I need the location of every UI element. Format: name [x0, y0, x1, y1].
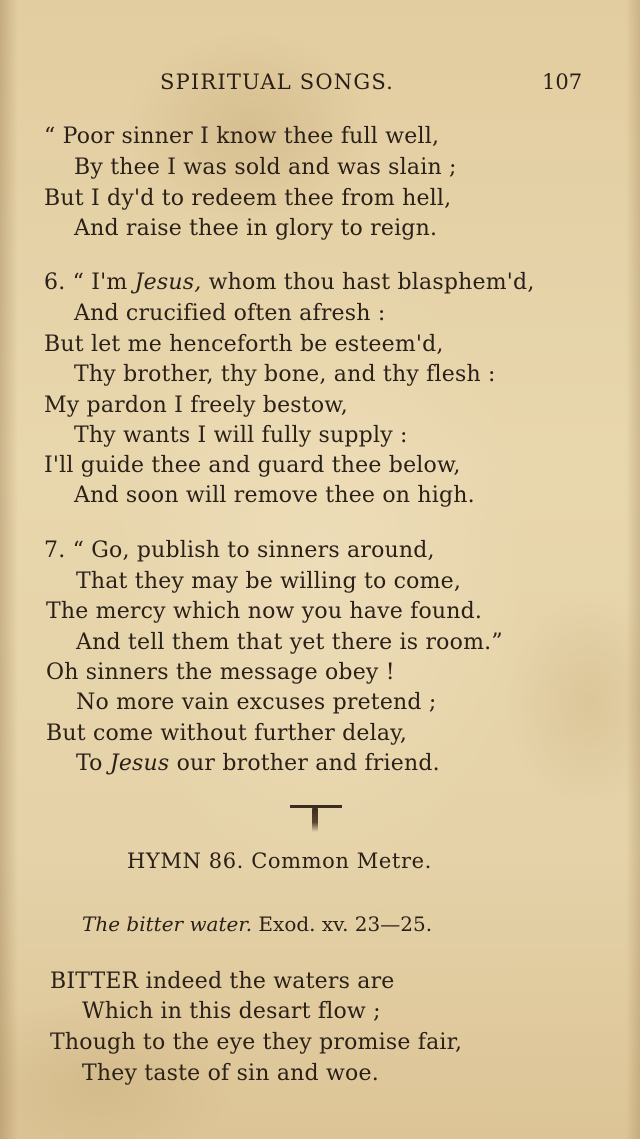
hymn-line-4: They taste of sin and woe.: [82, 1061, 379, 1086]
hymn-line-1: BITTER indeed the waters are: [50, 969, 395, 994]
stanza-6-line-3: But let me henceforth be esteem'd,: [44, 332, 444, 357]
stanza-a-line-1: “ Poor sinner I know thee full well,: [44, 124, 440, 149]
hymn-subtitle: [82, 912, 432, 936]
stanza-a-line-2: By thee I was sold and was slain ;: [74, 155, 457, 180]
jesus-italic: Jesus: [109, 751, 170, 776]
stanza-7-last-rest: our brother and friend.: [169, 751, 440, 776]
hymn-title: HYMN 86. Common Metre.: [127, 849, 432, 873]
stanza-6-line-5: My pardon I freely bestow,: [44, 393, 348, 418]
stanza-6-line-1-rest: whom thou hast blasphem'd,: [201, 270, 535, 295]
hymn-subtitle-italic: The bitter water.: [82, 912, 253, 936]
stanza-7-line-6: No more vain excuses pretend ;: [76, 690, 437, 715]
stanza-7-line-5: Oh sinners the message obey !: [46, 660, 395, 685]
page-number: 107: [542, 70, 583, 94]
stanza-6-number: 6. “ I'm: [44, 270, 135, 295]
stanza-7-line-7: But come without further delay,: [46, 721, 408, 746]
stanza-6-line-8: And soon will remove thee on high.: [74, 483, 475, 508]
jesus-italic: Jesus,: [134, 270, 202, 295]
stanza-7-line-3: The mercy which now you have found.: [46, 599, 483, 624]
hymn-scripture-ref: Exod. xv. 23—25.: [252, 912, 433, 936]
stanza-a-line-4: And raise thee in glory to reign.: [74, 216, 438, 241]
stanza-7-line-4: And tell them that yet there is room.”: [76, 630, 503, 655]
stanza-6-line-1: [44, 270, 535, 296]
hymn-line-3: Though to the eye they promise fair,: [50, 1030, 463, 1055]
stanza-7-line-2: That they may be willing to come,: [76, 569, 462, 594]
stanza-7-line-1: 7. “ Go, publish to sinners around,: [44, 538, 435, 563]
stanza-7-last-prefix: To: [76, 751, 110, 776]
stanza-6-line-4: Thy brother, thy bone, and thy flesh :: [74, 362, 496, 387]
stanza-a-line-3: But I dy'd to redeem thee from hell,: [44, 186, 452, 211]
stanza-6-line-2: And crucified often afresh :: [74, 301, 386, 326]
page-shadow-left: [0, 0, 18, 1139]
stanza-6-line-7: I'll guide thee and guard thee below,: [44, 453, 461, 478]
hymn-line-2: Which in this desart flow ;: [82, 999, 381, 1024]
page-shadow-right: [626, 0, 640, 1139]
stanza-6-line-6: Thy wants I will fully supply :: [74, 423, 408, 448]
running-head: SPIRITUAL SONGS.: [160, 70, 395, 94]
stanza-7-line-8: [76, 751, 440, 777]
ornament-stem: [312, 808, 318, 832]
